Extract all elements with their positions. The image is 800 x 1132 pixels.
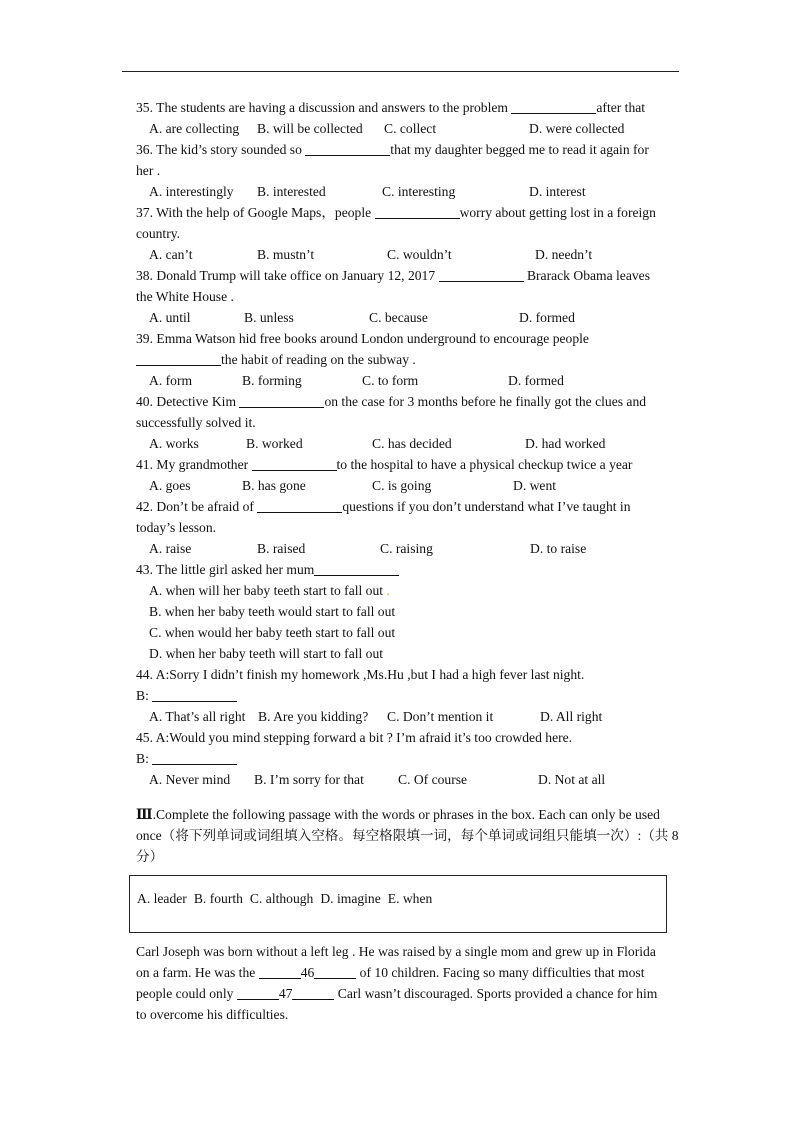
question-stem xyxy=(136,664,676,685)
section-instruction: once（将下列单词或词组填入空格。每空格限填一词，每个单词或词组只能填一次）:（共 8 xyxy=(136,828,679,843)
option-d[interactable]: D. formed xyxy=(519,310,575,325)
option-d[interactable] xyxy=(136,643,676,664)
question-stem-cont xyxy=(136,349,676,370)
option-b[interactable]: B. Are you kidding? xyxy=(258,709,369,724)
stray-dot: . xyxy=(386,583,390,598)
option-d[interactable]: D. had worked xyxy=(525,436,606,451)
question-stem xyxy=(136,559,676,580)
stem-text: 38. Donald Trump will take office on January 12, 2017 xyxy=(136,268,439,283)
options-row xyxy=(136,706,676,727)
word-choice: C. although xyxy=(249,891,314,906)
question-38 xyxy=(136,265,676,328)
question-stem xyxy=(136,265,676,286)
section-points xyxy=(136,846,676,867)
question-41 xyxy=(136,454,676,496)
question-stem xyxy=(136,727,676,748)
header-rule xyxy=(122,71,679,72)
option-d[interactable]: D. needn’t xyxy=(535,247,593,262)
question-stem xyxy=(136,496,676,517)
option-b[interactable]: B. raised xyxy=(257,541,306,556)
passage-text: Carl wasn’t discouraged. Sports provided a chance for him xyxy=(334,986,658,1001)
exam-page xyxy=(136,97,679,1025)
blank-number: 47 xyxy=(278,986,293,1001)
stem-text: 44. A:Sorry I didn’t finish my homework ,Ms.Hu ,but I had a high fever last night. xyxy=(136,667,585,682)
answer-blank[interactable] xyxy=(136,351,221,366)
section-points-text: 分） xyxy=(136,849,164,864)
question-40 xyxy=(136,391,676,454)
stem-text: to the hospital to have a physical checkup twice a year xyxy=(336,457,633,472)
question-44 xyxy=(136,664,676,727)
option-c[interactable]: C. Don’t mention it xyxy=(387,709,494,724)
stem-text: the White House . xyxy=(136,289,234,304)
question-stem xyxy=(136,97,676,118)
question-stem-cont xyxy=(136,223,676,244)
question-39 xyxy=(136,328,676,391)
blank-46-right[interactable] xyxy=(314,964,356,979)
section-gap xyxy=(136,790,676,804)
option-d[interactable]: D. to raise xyxy=(530,541,587,556)
answer-blank[interactable] xyxy=(252,456,337,471)
option-d[interactable]: D. Not at all xyxy=(538,772,606,787)
stem-text: the habit of reading on the subway . xyxy=(221,352,416,367)
question-43 xyxy=(136,559,676,664)
stem-text: 41. My grandmother xyxy=(136,457,252,472)
option-c[interactable]: C. Of course xyxy=(398,772,468,787)
option-b[interactable]: B. I’m sorry for that xyxy=(254,772,364,787)
stem-text: 40. Detective Kim xyxy=(136,394,240,409)
option-c[interactable]: C. collect xyxy=(384,121,437,136)
passage xyxy=(136,941,676,1025)
passage-line xyxy=(136,983,676,1004)
question-stem-cont xyxy=(136,160,676,181)
question-stem xyxy=(136,454,676,475)
question-36 xyxy=(136,139,676,202)
option-d[interactable]: D. went xyxy=(513,478,557,493)
section-instruction-cont xyxy=(136,825,679,846)
question-37 xyxy=(136,202,676,265)
stem-text: questions if you don’t understand what I’ve taught in xyxy=(342,499,631,514)
option-text: D. when her baby teeth will start to fall out xyxy=(149,646,384,661)
answer-blank[interactable] xyxy=(439,267,524,282)
question-stem xyxy=(136,139,676,160)
section-3 xyxy=(136,804,679,933)
word-choice: D. imagine xyxy=(320,891,381,906)
options-row xyxy=(136,307,676,328)
question-stem xyxy=(136,202,676,223)
options-row xyxy=(136,370,676,391)
stem-text: Brarack Obama leaves xyxy=(523,268,650,283)
blank-number: 46 xyxy=(300,965,315,980)
option-a[interactable]: A. goes xyxy=(149,478,191,493)
word-choice: A. leader xyxy=(137,891,187,906)
options-row xyxy=(136,538,676,559)
option-b[interactable]: B. worked xyxy=(246,436,303,451)
option-c[interactable]: C. raising xyxy=(380,541,433,556)
option-a[interactable]: A. form xyxy=(149,373,193,388)
option-text: C. when would her baby teeth start to fall out xyxy=(149,625,396,640)
option-a[interactable]: A. can’t xyxy=(149,247,193,262)
stem-text: after that xyxy=(596,100,646,115)
dialogue-reply xyxy=(136,685,676,706)
stem-text: successfully solved it. xyxy=(136,415,256,430)
options-row xyxy=(136,433,676,454)
speaker-label: B: xyxy=(136,751,153,766)
speaker-label: B: xyxy=(136,688,153,703)
options-row xyxy=(136,475,676,496)
option-b[interactable]: B. forming xyxy=(242,373,302,388)
question-35 xyxy=(136,97,676,139)
option-text: A. when will her baby teeth start to fall out xyxy=(149,583,384,598)
option-b[interactable]: B. mustn’t xyxy=(257,247,315,262)
passage-line xyxy=(136,962,676,983)
answer-blank[interactable] xyxy=(152,687,237,702)
answer-blank[interactable] xyxy=(375,204,460,219)
blank-47-right[interactable] xyxy=(292,985,334,1000)
option-d[interactable]: D. were collected xyxy=(529,121,625,136)
word-box-list xyxy=(137,891,439,907)
question-stem xyxy=(136,328,676,349)
word-choice: E. when xyxy=(387,891,433,906)
option-d[interactable]: D. All right xyxy=(540,709,603,724)
blank-46-left[interactable] xyxy=(259,964,301,979)
option-a[interactable]: A. That’s all right xyxy=(149,709,246,724)
option-text: B. when her baby teeth would start to fall out xyxy=(149,604,396,619)
option-c[interactable]: C. to form xyxy=(362,373,419,388)
option-b[interactable]: B. unless xyxy=(244,310,294,325)
option-a[interactable]: A. until xyxy=(149,310,191,325)
option-b[interactable] xyxy=(136,601,676,622)
dialogue-reply xyxy=(136,748,676,769)
options-row xyxy=(136,244,676,265)
question-stem xyxy=(136,391,676,412)
option-a[interactable]: A. are collecting xyxy=(149,121,240,136)
stem-text: 37. With the help of Google Maps，people xyxy=(136,205,375,220)
option-b[interactable]: B. has gone xyxy=(242,478,306,493)
stem-text: country. xyxy=(136,226,181,241)
option-b[interactable]: B. interested xyxy=(257,184,326,199)
passage-text: to overcome his difficulties. xyxy=(136,1007,289,1022)
stem-text: today’s lesson. xyxy=(136,520,217,535)
option-a[interactable]: A. raise xyxy=(149,541,192,556)
stem-text: 36. The kid’s story sounded so xyxy=(136,142,306,157)
passage-line xyxy=(136,1004,676,1025)
option-c[interactable]: C. interesting xyxy=(382,184,456,199)
options-row xyxy=(136,769,676,790)
passage-text: on a farm. He was the xyxy=(136,965,259,980)
stem-text: 35. The students are having a discussion and answers to the problem xyxy=(136,100,512,115)
passage-text: Carl Joseph was born without a left leg . He was raised by a single mom and grew up in Florida xyxy=(136,944,656,959)
options-row xyxy=(136,118,676,139)
word-box xyxy=(129,875,667,933)
answer-blank[interactable] xyxy=(305,141,390,156)
question-stem-cont xyxy=(136,286,676,307)
section-heading xyxy=(136,804,676,825)
stem-text: 39. Emma Watson hid free books around London underground to encourage people xyxy=(136,331,589,346)
answer-blank[interactable] xyxy=(257,498,342,513)
option-c[interactable]: C. wouldn’t xyxy=(387,247,452,262)
options-row xyxy=(136,181,676,202)
option-c[interactable]: C. is going xyxy=(372,478,432,493)
option-b[interactable]: B. will be collected xyxy=(257,121,363,136)
answer-blank[interactable] xyxy=(314,561,399,576)
option-d[interactable]: D. interest xyxy=(529,184,586,199)
stem-text: her . xyxy=(136,163,161,178)
answer-blank[interactable] xyxy=(511,99,596,114)
question-42 xyxy=(136,496,676,559)
stem-text: 45. A:Would you mind stepping forward a bit ? I’m afraid it’s too crowded here. xyxy=(136,730,573,745)
stem-text: on the case for 3 months before he finally got the clues and xyxy=(324,394,647,409)
passage-line xyxy=(136,941,676,962)
option-a[interactable]: A. Never mind xyxy=(149,772,231,787)
option-c[interactable]: C. because xyxy=(369,310,428,325)
question-stem-cont xyxy=(136,412,676,433)
option-a[interactable] xyxy=(136,580,676,601)
blank-47-left[interactable] xyxy=(237,985,279,1000)
question-stem-cont xyxy=(136,517,676,538)
section-instruction: .Complete the following passage with the words or phrases in the box. Each can only be used xyxy=(152,807,660,822)
answer-blank[interactable] xyxy=(239,393,324,408)
passage-text: of 10 children. Facing so many difficulties that most xyxy=(356,965,645,980)
option-a[interactable]: A. interestingly xyxy=(149,184,234,199)
passage-text: people could only xyxy=(136,986,237,1001)
section-numeral: Ⅲ xyxy=(136,807,153,822)
option-d[interactable]: D. formed xyxy=(508,373,564,388)
stem-text: worry about getting lost in a foreign xyxy=(459,205,656,220)
option-a[interactable]: A. works xyxy=(149,436,199,451)
word-choice: B. fourth xyxy=(193,891,243,906)
question-45 xyxy=(136,727,676,790)
option-c[interactable] xyxy=(136,622,676,643)
answer-blank[interactable] xyxy=(152,750,237,765)
stem-text: 43. The little girl asked her mum xyxy=(136,562,315,577)
stem-text: 42. Don’t be afraid of xyxy=(136,499,258,514)
option-c[interactable]: C. has decided xyxy=(372,436,452,451)
stem-text: that my daughter begged me to read it again for xyxy=(390,142,649,157)
